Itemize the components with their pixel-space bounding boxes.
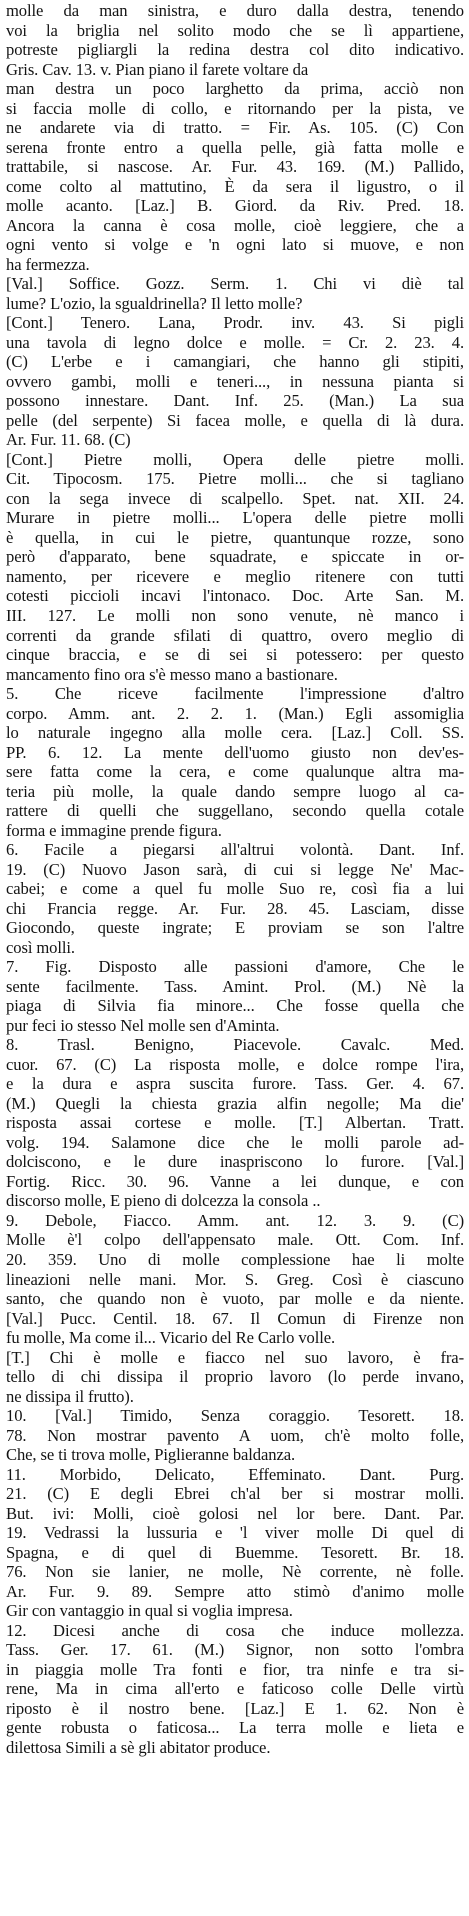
text-line: Giocondo, queste ingrate; E proviam se son l'altre	[6, 918, 464, 938]
text-line: possono innestare. Dant. Inf. 25. (Man.) La sua	[6, 391, 464, 411]
text-line: [Cont.] Pietre molli, Opera delle pietre molli.	[6, 449, 464, 469]
text-line: cabei; e come a quel fu molle Suo re, così fia a lui	[6, 879, 464, 899]
text-line: (C) L'erbe e i camangiari, che hanno gli stipiti,	[6, 352, 464, 372]
text-line: Fortig. Ricc. 30. 96. Vanne a lei dunque, e con	[6, 1171, 464, 1191]
text-line: 8. Trasl. Benigno, Piacevole. Cavalc. Med.	[6, 1035, 464, 1055]
text-line: Ar. Fur. 9. 89. Sempre atto stimò d'animo molle	[6, 1581, 464, 1601]
text-line: (M.) Quegli la chiesta grazia alfin negolle; Ma die'	[6, 1093, 464, 1113]
text-line: teria più molle, la quale dando sempre luogo al ca-	[6, 781, 464, 801]
text-line: riposto è il nostro bene. [Laz.] E 1. 62. Non è	[6, 1698, 464, 1718]
text-line: rene, Ma in cima all'erto e faticoso colle Delle virtù	[6, 1679, 464, 1699]
text-line: [Val.] Pucc. Centil. 18. 67. Il Comun di Firenze non	[6, 1308, 464, 1328]
text-line: [Cont.] Tenero. Lana, Prodr. inv. 43. Si pigli	[6, 313, 464, 333]
text-line: Molle è'l colpo dell'appensato male. Ott. Com. Inf.	[6, 1230, 464, 1250]
text-line: come colto al mattutino, È da sera il ligustro, o il	[6, 176, 464, 196]
text-line: così molli.	[6, 937, 75, 957]
text-line: 21. (C) E degli Ebrei ch'al ber si mostrar molli.	[6, 1484, 464, 1504]
text-line: santo, che quando non è vuoto, par molle e da niente.	[6, 1289, 464, 1309]
text-line: si faccia molle di collo, e ritornando per la pista, ve	[6, 98, 464, 118]
text-line: 9. Debole, Fiacco. Amm. ant. 12. 3. 9. (C)	[6, 1210, 464, 1230]
text-line: forma e immagine prende figura.	[6, 820, 222, 840]
text-line: ogni vento si volge e 'n ogni lato si muove, e non	[6, 235, 464, 255]
text-line: molle acanto. [Laz.] B. Giord. da Riv. Pred. 18.	[6, 196, 464, 216]
text-line: tello di chi dissipa il proprio lavoro (lo perde invano,	[6, 1367, 464, 1387]
text-line: Cit. Tipocosm. 175. Pietre molli... che si tagliano	[6, 469, 464, 489]
text-line: Gris. Cav. 13. v. Pian piano il farete voltare da	[6, 59, 309, 79]
text-line: ha fermezza.	[6, 254, 90, 274]
text-line: 19. (C) Nuovo Jason sarà, di cui si legge Ne' Mac-	[6, 859, 464, 879]
text-line: gente robusta o faticosa... La terra molle e lieta e	[6, 1718, 464, 1738]
text-line: ne andarete via di tratto. = Fir. As. 105. (C) Con	[6, 118, 464, 138]
text-line: trattabile, si nascose. Ar. Fur. 43. 169. (M.) Pallido,	[6, 157, 464, 177]
text-line: Ancora la canna è cosa molle, cioè leggiere, che a	[6, 215, 464, 235]
text-line: corpo. Amm. ant. 2. 2. 1. (Man.) Egli assomiglia	[6, 703, 464, 723]
text-line: 5. Che riceve facilmente l'impressione d'altro	[6, 684, 464, 704]
text-line: in piaggia molle Tra fonti e fior, tra ninfe e tra si-	[6, 1659, 464, 1679]
text-line: mancamento fino ora s'è messo mano a bastionare.	[6, 664, 338, 684]
text-line: lo naturale ingegno alla molle cera. [Laz.] Coll. SS.	[6, 723, 464, 743]
text-line: però d'apparato, bene squadrate, e spiccate in or-	[6, 547, 464, 567]
text-line: ne dissipa il frutto).	[6, 1386, 134, 1406]
text-line: man destra un poco larghetto da prima, acciò non	[6, 79, 464, 99]
text-line: pelle (del serpente) Si facea molle, e quella di là dura.	[6, 410, 464, 430]
text-line: sere fatta come la cera, e come qualunque altra ma-	[6, 762, 464, 782]
text-line: chi Francia regge. Ar. Fur. 28. 45. Lasciam, disse	[6, 898, 464, 918]
text-line: dolciscono, e le dure inaspriscono lo furore. [Val.]	[6, 1152, 464, 1172]
text-line: con la sega invece di scalpello. Spet. nat. XII. 24.	[6, 488, 464, 508]
text-line: III. 127. Le molli non sono venute, nè manco i	[6, 605, 464, 625]
text-line: 76. Non sie lanier, ne molle, Nè corrente, nè folle.	[6, 1562, 464, 1582]
text-line: volg. 194. Salamone dice che le molli parole ad-	[6, 1132, 464, 1152]
text-line: voi la briglia nel solito modo che se lì appartiene,	[6, 20, 464, 40]
text-line: e la dura e aspra suscita furore. Tass. Ger. 4. 67.	[6, 1074, 464, 1094]
text-line: cuor. 67. (C) La risposta molle, e dolce rompe l'ira,	[6, 1054, 464, 1074]
text-line: Ar. Fur. 11. 68. (C)	[6, 430, 131, 450]
text-line: fu molle, Ma come il... Vicario del Re Carlo volle.	[6, 1328, 336, 1348]
text-line: Spagna, e di quel di Buemme. Tesorett. Br. 18.	[6, 1542, 464, 1562]
text-line: sente facilmente. Tass. Amint. Prol. (M.) Nè la	[6, 976, 464, 996]
text-line: rattere di quelli che suggellano, secondo quella cotale	[6, 801, 464, 821]
text-line: 10. [Val.] Timido, Senza coraggio. Tesorett. 18.	[6, 1406, 464, 1426]
text-line: 19. Vedrassi la lussuria e 'l viver molle Di quel di	[6, 1523, 464, 1543]
text-line: namento, per ricevere e meglio ritenere con tutti	[6, 566, 464, 586]
text-line: 11. Morbido, Delicato, Effeminato. Dant. Purg.	[6, 1464, 464, 1484]
text-line: 78. Non mostrar pavento A uom, ch'è molto folle,	[6, 1425, 464, 1445]
text-line: lume? L'ozio, la sgualdrinella? Il letto molle?	[6, 293, 303, 313]
text-line: discorso molle, E pieno di dolcezza la consola ..	[6, 1191, 321, 1211]
text-line: [T.] Chi è molle e fiacco nel suo lavoro, è fra-	[6, 1347, 464, 1367]
text-line: PP. 6. 12. La mente dell'uomo giusto non dev'es-	[6, 742, 464, 762]
text-line: cotesti piccioli incavi l'intonaco. Doc. Arte San. M.	[6, 586, 464, 606]
text-line: 20. 359. Uno di molle complessione hae li molte	[6, 1250, 464, 1269]
text-line: risposta assai cortese e molle. [T.] Albertan. Tratt.	[6, 1113, 464, 1133]
text-line: 6. Facile a piegarsi all'altrui volontà. Dant. Inf.	[6, 840, 464, 860]
text-line: serena fronte entro a quella pelle, già fatta molle e	[6, 137, 464, 157]
text-line: Gir con vantaggio in qual si voglia impresa.	[6, 1601, 293, 1621]
text-line: piaga di Silvia fia minore... Che fosse quella che	[6, 996, 464, 1016]
text-line: dilettosa Simili a sè gli abitator produce.	[6, 1737, 271, 1757]
text-line: ovvero gambi, molli e teneri..., in nessuna pianta si	[6, 371, 464, 391]
text-line: pur feci io stesso Nel molle sen d'Aminta.	[6, 1015, 280, 1035]
text-line: Che, se ti trova molle, Piglieranne baldanza.	[6, 1445, 296, 1465]
text-line: molle da man sinistra, e duro dalla destra, tenendo	[6, 1, 464, 20]
text-line: 12. Dicesi anche di cosa che induce mollezza.	[6, 1620, 464, 1640]
text-line: Murare in pietre molli... L'opera delle pietre molli	[6, 508, 464, 528]
text-line: Tass. Ger. 17. 61. (M.) Signor, non sotto l'ombra	[6, 1640, 464, 1660]
text-line: correnti da grande sfilati di quattro, overo meglio di	[6, 625, 464, 645]
text-line: cinque braccia, e se di sei si potessero: per questo	[6, 645, 464, 665]
text-line: [Val.] Soffice. Gozz. Serm. 1. Chi vi diè tal	[6, 274, 464, 294]
text-line: è quella, in cui le pietre, quantunque rozze, sono	[6, 527, 464, 547]
text-line: una tavola di legno dolce e molle. = Cr. 2. 23. 4.	[6, 332, 464, 352]
text-line: potreste pigliargli la redina destra col dito indicativo.	[6, 40, 464, 60]
text-line: But. ivi: Molli, cioè golosi nel lor bere. Dant. Par.	[6, 1503, 464, 1523]
text-line: 7. Fig. Disposto alle passioni d'amore, Che le	[6, 957, 464, 977]
text-line: lineazioni nelle mani. Mor. S. Greg. Così è ciascuno	[6, 1269, 464, 1289]
